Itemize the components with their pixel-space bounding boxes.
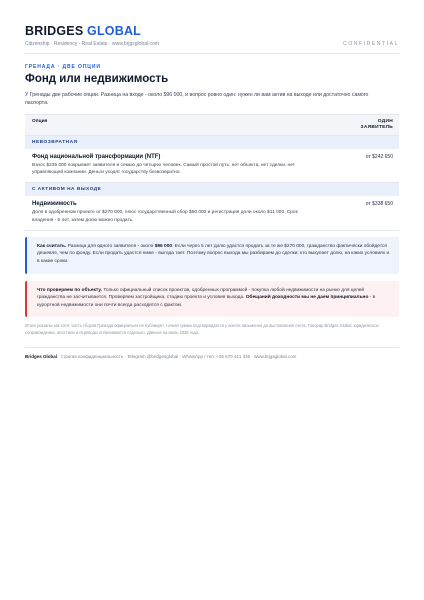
page-title: Фонд или недвижимость <box>25 73 169 85</box>
section-row-nonrefundable: НЕВОЗВРАТНАЯ <box>25 136 399 149</box>
callout-lead: Что проверяем по объекту. <box>37 288 102 293</box>
confidential-label: CONFIDENTIAL <box>343 41 399 47</box>
document-footer <box>25 354 399 359</box>
tagline: Citizenship · Residency · Real Estate · www.brjgsglobal.com <box>25 41 159 47</box>
header-divider <box>25 53 399 54</box>
callout-emphasis: Обещаний доходности мы не даем принципиально <box>245 295 369 301</box>
callout-amount: $96 000 <box>154 244 173 249</box>
callout-what-we-check <box>25 281 399 317</box>
footer-brand: Bridges Global <box>25 354 58 359</box>
column-header-price <box>361 119 393 132</box>
table-row <box>25 149 399 183</box>
column-header-price-line-1: ОДИН <box>377 119 393 124</box>
callout-text: - в курортной недвижимости они почти всегда расходятся с фактом. <box>37 295 376 308</box>
brand-logo <box>25 24 399 38</box>
column-header-price-line-2: ЗАЯВИТЕЛЬ <box>360 125 393 131</box>
intro-paragraph: У Гренады две рабочие опции. Разница на входе - около $96 000, и вопрос ровно один: нужен ли вам актив на выходе или достаточно самого паспорта. <box>25 92 369 106</box>
column-header-option: Опция <box>32 119 48 124</box>
document-header <box>25 24 399 47</box>
option-price: от $242 650 <box>365 154 393 160</box>
option-price: от $338 650 <box>365 201 393 208</box>
table-header <box>25 114 399 136</box>
footnote: Итоги указаны как хотя: часть сборов Гренада официально не публикует, точная сумма подтверждается у агента письменно до выставления счета. Гонорар Bridges Global, юридическое сопровождение, апостили и переводы оплачиваются отдельно. Данные на июль 2026 года. <box>25 323 379 335</box>
options-table <box>25 114 399 231</box>
option-description: Взнос $235 000 покрывает заявителя и семью до четырех человек. Самый простой путь: нет объекта, нет сделки, нет управляющей компании. Деньги уходят государству безвозвратно. <box>32 163 295 176</box>
callout-lead: Как считать. <box>37 244 67 249</box>
footer-contacts: · строгая конфиденциальность · Telegram @bridgesglobal · WhatsApp / тел: +36 670 421 336 · www.brjgsglobal.com <box>57 354 297 359</box>
callout-text: Только официальный список проектов, одобренных программой - покупка любой недвижимости на рынке для целей гражданства не засчитывается. Проверяем застройщика, стадию проекта и условия выхода. <box>37 288 365 301</box>
option-name: Фонд национальной трансформации (NTF) <box>32 154 161 160</box>
brand-main: BRIDGES <box>25 24 84 38</box>
section-row-asset: С АКТИВОМ НА ВЫХОДЕ <box>25 183 399 196</box>
option-name: Недвижимость <box>32 201 77 208</box>
callout-text: Разница для одного заявителя - около <box>66 244 155 249</box>
brand-accent: GLOBAL <box>87 24 142 38</box>
section-kicker: ГРЕНАДА · ДВЕ ОПЦИИ <box>25 64 101 70</box>
callout-how-to-calculate <box>25 237 399 274</box>
table-row <box>25 196 399 230</box>
footer-divider <box>25 347 399 348</box>
option-description: Доля в одобренном проекте от $270 000, плюс государственный сбор $50 000 и регистрация доли около $11 000. Срок владения - 5 лет, затем долю можно продать. <box>32 210 298 223</box>
callout-text: . Если через 5 лет долю удастся продать за те же $270 000, гражданство фактически обойдется дешевле, чем по фонду. Если продать удастся ниже - выгода тает. Поэтому вопрос выхода мы разбираем до сделки: кто выкупает долю, на каких условиях и в какие сроки. <box>37 244 390 264</box>
